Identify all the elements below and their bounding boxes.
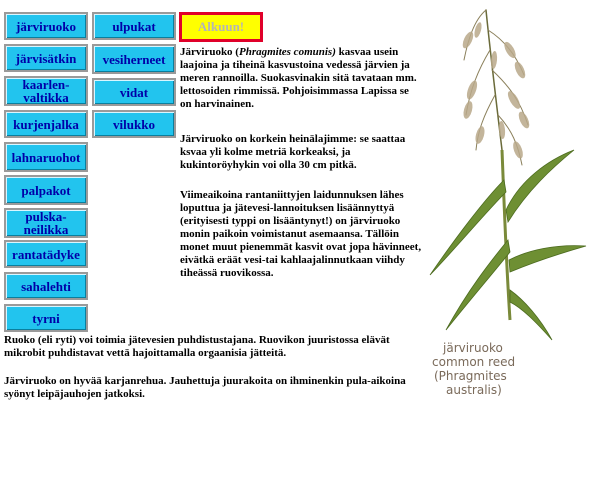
nav-label: palpakot [21,182,71,198]
nav-label: lahnaruohot [11,149,81,165]
nav-button-jarvisatkin[interactable] [4,44,88,72]
latin-name: Phragmites comunis) [238,46,336,58]
illustration-caption-latin-1: (Phragmites [434,369,507,383]
nav-button-vesiherneet[interactable] [92,44,176,74]
nav-label: sahalehti [21,278,71,294]
nav-button-palpakot[interactable] [4,175,88,205]
article-paragraph-uses: Järviruoko on hyvää karjanrehua. Jauhettuja juurakoita on ihminenkin pula-aikoina syönyt leipäjauhojen jatkoksi. [4,375,406,400]
nav-label: vilukko [113,116,155,132]
nav-button-tyrni[interactable] [4,304,88,332]
nav-label: pulska- neilikka [23,209,69,237]
nav-label: rantatädyke [12,246,80,262]
stem [502,150,510,320]
nav-button-vilukko[interactable] [92,110,176,138]
nav-button-ulpukat[interactable] [92,12,176,40]
nav-label: vidat [119,84,149,100]
species-name: Järviruoko ( [180,46,239,58]
nav-label: vesiherneet [102,51,166,67]
nav-label: kaarlen- valtikka [22,77,70,105]
spikelets [461,21,532,159]
home-button[interactable] [179,12,263,42]
article-paragraph-purification: Ruoko (eli ryti) voi toimia jätevesien puhdistustajana. Ruovikon juuristossa elävät mikrobit puhdistavat vettä hajoittamalla orgaanisia jätteitä. [4,334,390,359]
nav-button-jarviruoko[interactable] [4,12,88,40]
article-paragraph-ecology: Viimeaikoina rantaniittyjen laidunnuksen lähes loputtua ja jätevesi-lannoituksen lisäännyttyä (erityisesti typpi on lisääntynyt!) on järviruoko monin paikoin voimistanut asemaansa. Tällöin monet muut pienemmät kasvit ovat jopa hävinneet, eivätkä eräät vesi-tai kahlaajalinnutkaan viihdy tiheässä ruovikossa. [180,189,422,279]
nav-button-sahalehti[interactable] [4,272,88,300]
nav-label: kurjenjalka [13,116,79,132]
intro-text: kasvaa usein laajoina ja tiheinä kasvustoina vedessä järvien ja meren rannoilla. Suokasvinakin sitä tavataan mm. lettosoiden rimmissä. Pohjoisimmassa Lapissa se on harvinainen. [180,46,417,110]
home-button-label: Alkuun! [197,19,245,34]
illustration-caption-en: common reed [432,355,516,369]
nav-button-lahnaruohot[interactable] [4,142,88,172]
nav-button-kaarlenvaltikka[interactable] [4,76,88,106]
nav-button-pulskaneilikka[interactable] [4,208,88,238]
article-paragraph-height: Järviruoko on korkein heinälajimme: se saattaa ksvaa yli kolme metriä korkeaksi, ja kukintoröyhykin voi olla 30 cm pitkä. [180,133,406,171]
nav-button-kurjenjalka[interactable] [4,110,88,138]
nav-label: järviruoko [16,18,76,34]
illustration-caption-latin-2: australis) [446,383,502,397]
nav-label: järvisätkin [15,50,77,66]
nav-button-vidat[interactable] [92,78,176,106]
nav-label: ulpukat [112,18,156,34]
illustration-caption-fi: järviruoko [443,341,503,355]
article-paragraph-intro [180,46,422,111]
nav-button-rantatadyke[interactable] [4,240,88,268]
nav-label: tyrni [32,310,60,326]
